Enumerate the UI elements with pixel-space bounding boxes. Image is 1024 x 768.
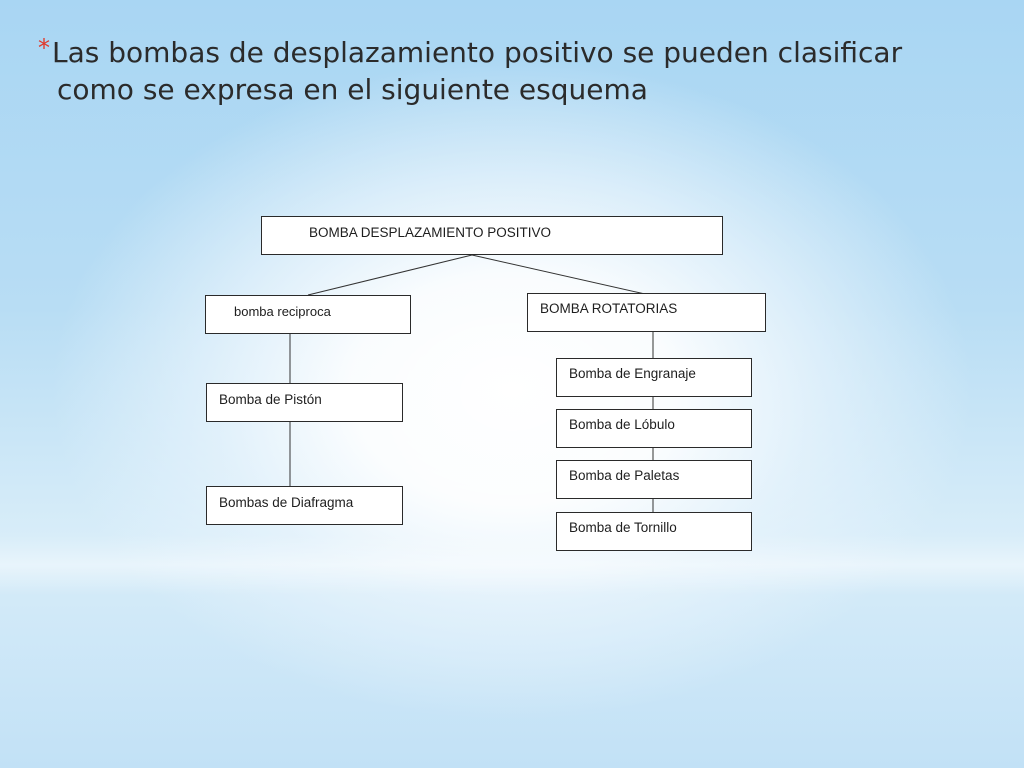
- node-bombas-diafragma: [206, 486, 403, 525]
- title-line-1: Las bombas de desplazamiento positivo se pueden clasificar: [52, 36, 903, 69]
- node-bomba-piston: [206, 383, 403, 422]
- title-line-2: como se expresa en el siguiente esquema: [57, 73, 648, 106]
- node-bomba-rotatorias: [527, 293, 766, 332]
- node-bomba-rotatorias-label: BOMBA ROTATORIAS: [540, 301, 678, 316]
- node-bomba-lobulo: [556, 409, 752, 448]
- node-bomba-paletas: [556, 460, 752, 499]
- connector-root-to-reciproca: [308, 255, 472, 295]
- root-node-label: BOMBA DESPLAZAMIENTO POSITIVO: [309, 225, 552, 240]
- node-bombas-diafragma-label: Bombas de Diafragma: [219, 495, 354, 510]
- node-bomba-engranaje-label: Bomba de Engranaje: [569, 366, 696, 381]
- node-bomba-reciproca: [205, 295, 411, 334]
- node-bomba-tornillo: [556, 512, 752, 551]
- bullet-asterisk: *: [38, 34, 50, 62]
- node-bomba-piston-label: Bomba de Pistón: [219, 392, 322, 407]
- root-node: [261, 216, 723, 255]
- node-bomba-paletas-label: Bomba de Paletas: [569, 468, 680, 483]
- node-bomba-lobulo-label: Bomba de Lóbulo: [569, 417, 675, 432]
- node-bomba-reciproca-label: bomba reciproca: [234, 304, 331, 319]
- node-bomba-engranaje: [556, 358, 752, 397]
- node-bomba-tornillo-label: Bomba de Tornillo: [569, 520, 677, 535]
- connector-root-to-rotatorias: [472, 255, 645, 294]
